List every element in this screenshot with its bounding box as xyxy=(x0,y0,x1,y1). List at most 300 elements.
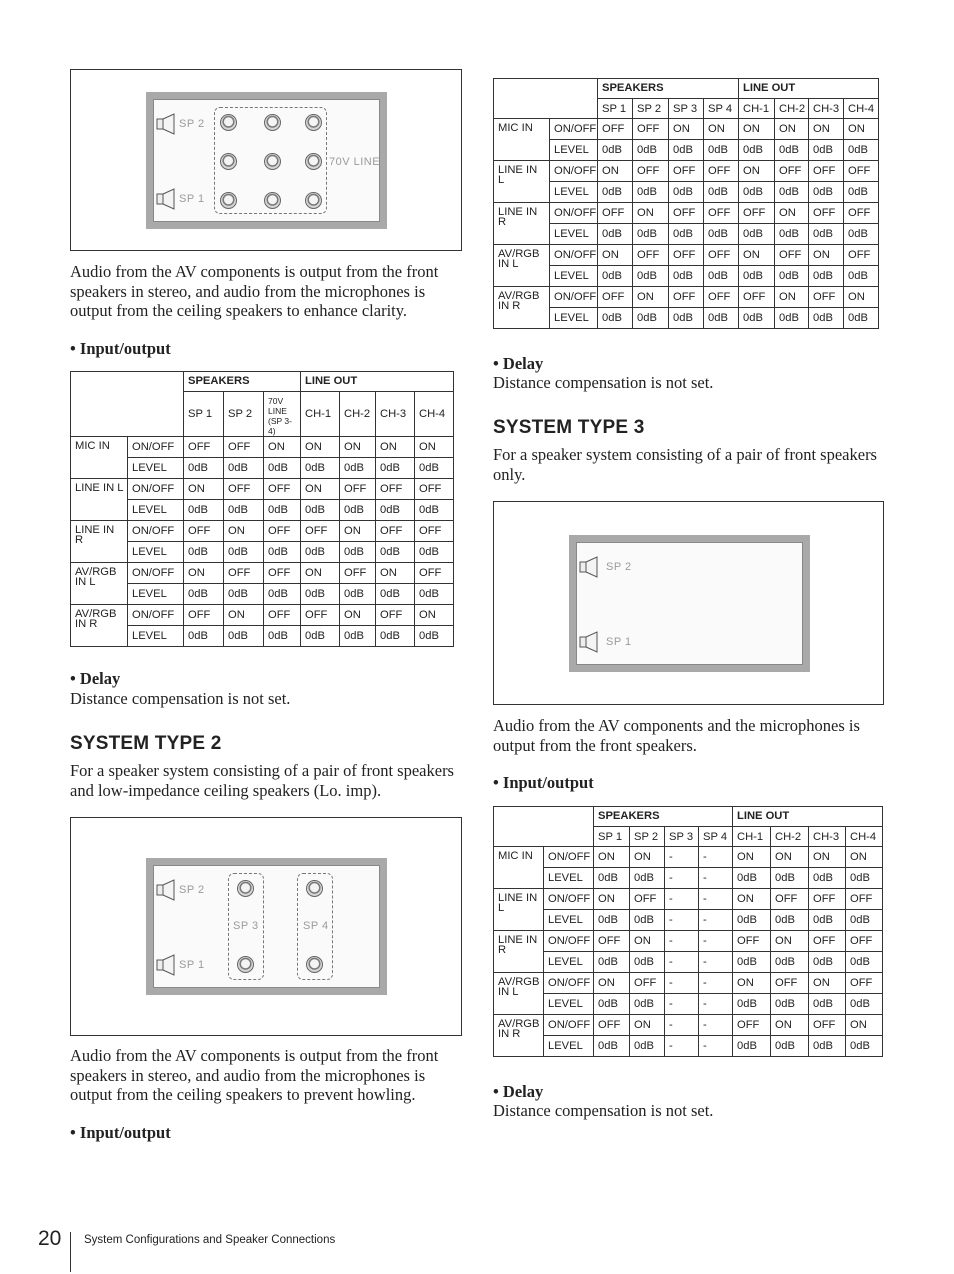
table-cell: 0dB xyxy=(598,266,633,287)
table-cell: ON xyxy=(224,521,264,542)
table-row xyxy=(494,140,879,161)
table-cell: ON xyxy=(809,245,844,266)
row-kind-label: ON/OFF xyxy=(550,203,598,224)
table-cell: 0dB xyxy=(224,584,264,605)
table-cell: ON xyxy=(739,245,775,266)
table-cell: OFF xyxy=(633,245,669,266)
table-cell: 0dB xyxy=(633,140,669,161)
table-cell: ON xyxy=(809,119,844,140)
table-cell: 0dB xyxy=(376,500,415,521)
table-cell: 0dB xyxy=(184,584,224,605)
table-cell: OFF xyxy=(809,931,846,952)
table-cell: OFF xyxy=(669,161,704,182)
speaker-label-sp2: SP 2 xyxy=(606,561,632,573)
table-row xyxy=(71,500,454,521)
table-cell: 0dB xyxy=(771,910,809,931)
table-cell: ON xyxy=(630,1015,665,1036)
row-kind-label: LEVEL xyxy=(128,458,184,479)
table-cell: 0dB xyxy=(809,224,844,245)
row-kind-label: LEVEL xyxy=(550,308,598,329)
column-header: SP 4 xyxy=(699,827,733,847)
table-cell: ON xyxy=(594,973,630,994)
table-cell: 0dB xyxy=(630,868,665,889)
table-cell: OFF xyxy=(633,161,669,182)
ceiling-speaker-icon xyxy=(264,114,281,131)
table-cell: OFF xyxy=(669,287,704,308)
header-group-line-out: LINE OUT xyxy=(733,807,883,827)
table-cell: ON xyxy=(846,1015,883,1036)
table-cell: OFF xyxy=(630,973,665,994)
row-kind-label: LEVEL xyxy=(544,1036,594,1057)
table-cell: 0dB xyxy=(704,224,739,245)
header-group-speakers: SPEAKERS xyxy=(594,807,733,827)
paragraph-system3-description: Audio from the AV components and the microphones is output from the front speakers. xyxy=(493,716,860,755)
table-cell: ON xyxy=(633,203,669,224)
table-cell: ON xyxy=(771,931,809,952)
column-header: SP 2 xyxy=(224,392,264,437)
table-cell: 0dB xyxy=(630,1036,665,1057)
table-cell: - xyxy=(699,931,733,952)
table-cell: OFF xyxy=(704,203,739,224)
table-row xyxy=(71,563,454,584)
table-cell: OFF xyxy=(224,437,264,458)
table-cell: 0dB xyxy=(704,182,739,203)
table-cell: OFF xyxy=(301,605,340,626)
paragraph-system2-description: Audio from the AV components is output from the front speakers in stereo, and audio from the microphones is output from the ceiling speakers to prevent howling. xyxy=(70,1046,439,1104)
table-cell: 0dB xyxy=(301,626,340,647)
ceiling-speaker-icon xyxy=(237,956,254,973)
table-cell: - xyxy=(665,931,699,952)
table-cell: 0dB xyxy=(184,542,224,563)
row-source-label: MIC IN xyxy=(494,847,544,889)
row-kind-label: LEVEL xyxy=(128,626,184,647)
table-cell: OFF xyxy=(846,889,883,910)
table-cell: ON xyxy=(669,119,704,140)
table-cell: 0dB xyxy=(669,224,704,245)
table-cell: 0dB xyxy=(630,910,665,931)
table-cell: 0dB xyxy=(415,458,454,479)
table-cell: ON xyxy=(775,287,809,308)
table-cell: 0dB xyxy=(598,224,633,245)
table-cell: - xyxy=(699,994,733,1015)
table-row xyxy=(494,266,879,287)
table-cell: OFF xyxy=(809,1015,846,1036)
table-corner-cell xyxy=(494,807,594,847)
table-row xyxy=(494,287,879,308)
table-cell: 0dB xyxy=(340,458,376,479)
row-source-label: AV/RGB IN R xyxy=(494,1015,544,1057)
row-source-label: LINE IN R xyxy=(494,203,550,245)
speaker-label-sp3: SP 3 xyxy=(233,920,259,932)
table-cell: 0dB xyxy=(264,626,301,647)
table-cell: - xyxy=(665,868,699,889)
table-cell: OFF xyxy=(630,889,665,910)
table-cell: 0dB xyxy=(376,584,415,605)
column-header: CH-1 xyxy=(733,827,771,847)
table-cell: ON xyxy=(376,437,415,458)
row-kind-label: ON/OFF xyxy=(128,563,184,584)
bullet-delay: • Delay xyxy=(493,354,544,373)
table-cell: ON xyxy=(598,161,633,182)
table-cell: 0dB xyxy=(775,224,809,245)
table-cell: 0dB xyxy=(733,910,771,931)
page-number: 20 xyxy=(38,1227,62,1250)
table-cell: 0dB xyxy=(844,308,879,329)
table-cell: ON xyxy=(704,119,739,140)
table-cell: OFF xyxy=(775,245,809,266)
table-cell: OFF xyxy=(340,479,376,500)
table-cell: - xyxy=(699,868,733,889)
speaker-label-70v-line: 70V LINE xyxy=(329,156,381,168)
table-cell: OFF xyxy=(704,287,739,308)
table-cell: 0dB xyxy=(809,994,846,1015)
table-cell: ON xyxy=(264,437,301,458)
row-kind-label: ON/OFF xyxy=(544,847,594,868)
table-cell: OFF xyxy=(844,203,879,224)
ceiling-speaker-icon xyxy=(305,114,322,131)
table-cell: 0dB xyxy=(669,182,704,203)
table-cell: ON xyxy=(301,437,340,458)
table-cell: 0dB xyxy=(733,994,771,1015)
row-kind-label: LEVEL xyxy=(550,224,598,245)
table-cell: 0dB xyxy=(184,626,224,647)
bullet-input-output: • Input/output xyxy=(493,773,594,792)
header-group-speakers: SPEAKERS xyxy=(598,79,739,99)
table-cell: ON xyxy=(633,287,669,308)
column-header: SP 1 xyxy=(598,99,633,119)
table-cell: ON xyxy=(340,437,376,458)
table-cell: OFF xyxy=(733,1015,771,1036)
table-cell: OFF xyxy=(704,161,739,182)
table-cell: - xyxy=(699,889,733,910)
table-cell: 0dB xyxy=(704,266,739,287)
table-cell: ON xyxy=(376,563,415,584)
table-cell: ON xyxy=(809,847,846,868)
header-group-line-out: LINE OUT xyxy=(739,79,879,99)
table-cell: OFF xyxy=(598,287,633,308)
row-kind-label: ON/OFF xyxy=(544,931,594,952)
table-cell: - xyxy=(665,994,699,1015)
column-header: CH-2 xyxy=(771,827,809,847)
row-source-label: LINE IN L xyxy=(71,479,128,521)
ceiling-speaker-icon xyxy=(306,880,323,897)
table-cell: 0dB xyxy=(669,266,704,287)
column-header: CH-3 xyxy=(376,392,415,437)
table-cell: 0dB xyxy=(846,910,883,931)
table-cell: 0dB xyxy=(633,266,669,287)
table-cell: OFF xyxy=(415,521,454,542)
table-cell: ON xyxy=(415,437,454,458)
row-source-label: AV/RGB IN L xyxy=(494,245,550,287)
table-cell: OFF xyxy=(669,245,704,266)
table-row xyxy=(494,952,883,973)
table-cell: ON xyxy=(771,1015,809,1036)
table-cell: - xyxy=(699,910,733,931)
table-cell: 0dB xyxy=(415,500,454,521)
table-cell: - xyxy=(699,973,733,994)
paragraph-system1-description: Audio from the AV components is output from the front speakers in stereo, and audio from the microphones is output from the ceiling speakers to enhance clarity. xyxy=(70,262,439,320)
table-cell: 0dB xyxy=(376,542,415,563)
table-cell: OFF xyxy=(184,437,224,458)
table-cell: OFF xyxy=(301,521,340,542)
speaker-label-sp1: SP 1 xyxy=(179,193,205,205)
table-cell: OFF xyxy=(844,245,879,266)
column-header: CH-4 xyxy=(415,392,454,437)
table-cell: OFF xyxy=(415,563,454,584)
ceiling-speaker-icon xyxy=(306,956,323,973)
io-table-system-2 xyxy=(493,78,879,329)
table-row xyxy=(494,308,879,329)
table-cell: OFF xyxy=(415,479,454,500)
table-row xyxy=(494,161,879,182)
table-cell: OFF xyxy=(739,203,775,224)
ceiling-speaker-icon xyxy=(220,192,237,209)
table-cell: ON xyxy=(733,847,771,868)
wall-speaker-icon xyxy=(156,113,176,135)
table-cell: - xyxy=(665,1015,699,1036)
column-header: SP 4 xyxy=(704,99,739,119)
table-cell: 0dB xyxy=(669,140,704,161)
row-kind-label: LEVEL xyxy=(544,952,594,973)
table-cell: ON xyxy=(184,563,224,584)
table-cell: ON xyxy=(739,161,775,182)
room-outline xyxy=(146,858,387,995)
table-row xyxy=(71,521,454,542)
table-cell: 0dB xyxy=(264,584,301,605)
table-cell: - xyxy=(665,973,699,994)
table-cell: OFF xyxy=(733,931,771,952)
table-cell: 0dB xyxy=(264,542,301,563)
table-cell: 0dB xyxy=(340,584,376,605)
table-cell: 0dB xyxy=(809,182,844,203)
table-row xyxy=(494,931,883,952)
table-cell: 0dB xyxy=(775,182,809,203)
table-cell: ON xyxy=(184,479,224,500)
column-header: CH-4 xyxy=(846,827,883,847)
table-cell: 0dB xyxy=(775,308,809,329)
row-kind-label: ON/OFF xyxy=(550,119,598,140)
row-kind-label: LEVEL xyxy=(544,994,594,1015)
delay-text: Distance compensation is not set. xyxy=(493,1101,714,1120)
table-cell: 0dB xyxy=(771,994,809,1015)
ceiling-speaker-icon xyxy=(237,880,254,897)
row-source-label: AV/RGB IN R xyxy=(494,287,550,329)
table-cell: 0dB xyxy=(771,868,809,889)
table-cell: 0dB xyxy=(598,140,633,161)
row-kind-label: ON/OFF xyxy=(128,479,184,500)
delay-text: Distance compensation is not set. xyxy=(493,373,714,392)
column-header: CH-2 xyxy=(775,99,809,119)
table-row xyxy=(71,626,454,647)
table-cell: 0dB xyxy=(340,542,376,563)
table-cell: 0dB xyxy=(415,626,454,647)
column-header: CH-4 xyxy=(844,99,879,119)
column-header: SP 1 xyxy=(184,392,224,437)
table-cell: OFF xyxy=(844,161,879,182)
table-row xyxy=(71,437,454,458)
table-cell: 0dB xyxy=(633,182,669,203)
column-header: SP 1 xyxy=(594,827,630,847)
table-cell: 0dB xyxy=(301,458,340,479)
table-cell: 0dB xyxy=(598,308,633,329)
paragraph-system3-intro: For a speaker system consisting of a pair of front speakers only. xyxy=(493,445,877,484)
io-table-system-1 xyxy=(70,371,454,647)
table-cell: 0dB xyxy=(809,1036,846,1057)
figure-system-type-3 xyxy=(493,501,884,705)
table-row xyxy=(494,119,879,140)
table-cell: - xyxy=(665,952,699,973)
table-cell: 0dB xyxy=(733,868,771,889)
row-kind-label: ON/OFF xyxy=(544,889,594,910)
row-source-label: LINE IN L xyxy=(494,889,544,931)
table-cell: 0dB xyxy=(739,308,775,329)
table-header-row xyxy=(494,807,883,827)
table-cell: 0dB xyxy=(594,952,630,973)
footer-section-title: System Configurations and Speaker Connections xyxy=(84,1234,336,1246)
table-cell: 0dB xyxy=(301,584,340,605)
table-cell: 0dB xyxy=(809,140,844,161)
ceiling-speaker-icon xyxy=(264,153,281,170)
wall-speaker-icon xyxy=(156,188,176,210)
table-cell: ON xyxy=(844,287,879,308)
table-cell: ON xyxy=(301,563,340,584)
wall-speaker-icon xyxy=(579,631,599,653)
table-row xyxy=(494,868,883,889)
column-header: CH-2 xyxy=(340,392,376,437)
table-cell: ON xyxy=(224,605,264,626)
table-cell: 0dB xyxy=(771,1036,809,1057)
table-row xyxy=(494,889,883,910)
table-cell: 0dB xyxy=(633,224,669,245)
table-corner-cell xyxy=(494,79,598,119)
table-cell: 0dB xyxy=(771,952,809,973)
header-group-line-out: LINE OUT xyxy=(301,372,454,392)
table-cell: OFF xyxy=(846,973,883,994)
table-cell: ON xyxy=(775,119,809,140)
header-group-speakers: SPEAKERS xyxy=(184,372,301,392)
table-cell: 0dB xyxy=(844,182,879,203)
table-cell: 0dB xyxy=(844,266,879,287)
room-outline xyxy=(146,92,387,229)
wall-speaker-icon xyxy=(156,879,176,901)
table-cell: ON xyxy=(594,889,630,910)
table-cell: 0dB xyxy=(633,308,669,329)
table-row xyxy=(494,973,883,994)
table-cell: 0dB xyxy=(594,868,630,889)
table-cell: 0dB xyxy=(846,994,883,1015)
table-cell: 0dB xyxy=(376,458,415,479)
column-header: CH-3 xyxy=(809,99,844,119)
table-cell: 0dB xyxy=(739,266,775,287)
table-cell: OFF xyxy=(376,605,415,626)
table-cell: 0dB xyxy=(844,140,879,161)
bullet-delay: • Delay xyxy=(70,669,121,688)
table-cell: ON xyxy=(771,847,809,868)
figure-system-type-1 xyxy=(70,69,462,251)
ceiling-speaker-icon xyxy=(305,153,322,170)
table-row xyxy=(494,994,883,1015)
column-header: SP 2 xyxy=(633,99,669,119)
table-cell: OFF xyxy=(594,931,630,952)
row-kind-label: ON/OFF xyxy=(128,605,184,626)
table-cell: 0dB xyxy=(846,868,883,889)
table-cell: OFF xyxy=(809,203,844,224)
wall-speaker-icon xyxy=(156,954,176,976)
table-row xyxy=(494,847,883,868)
row-kind-label: ON/OFF xyxy=(550,245,598,266)
table-cell: OFF xyxy=(809,889,846,910)
column-header: SP 3 xyxy=(665,827,699,847)
row-source-label: MIC IN xyxy=(494,119,550,161)
table-cell: 0dB xyxy=(184,500,224,521)
row-kind-label: LEVEL xyxy=(128,542,184,563)
table-cell: 0dB xyxy=(415,584,454,605)
bullet-input-output: • Input/output xyxy=(70,1123,171,1142)
row-kind-label: LEVEL xyxy=(550,140,598,161)
column-header: CH-1 xyxy=(301,392,340,437)
ceiling-speaker-icon xyxy=(305,192,322,209)
table-cell: - xyxy=(699,847,733,868)
paragraph-system2-intro: For a speaker system consisting of a pair of front speakers and low-impedance ceiling speakers (Lo. imp). xyxy=(70,761,454,800)
table-cell: 0dB xyxy=(594,994,630,1015)
table-cell: 0dB xyxy=(594,910,630,931)
table-cell: OFF xyxy=(376,521,415,542)
bullet-delay: • Delay xyxy=(493,1082,544,1101)
table-cell: 0dB xyxy=(376,626,415,647)
speaker-label-sp2: SP 2 xyxy=(179,118,205,130)
table-cell: ON xyxy=(775,203,809,224)
table-cell: OFF xyxy=(594,1015,630,1036)
table-cell: OFF xyxy=(739,287,775,308)
table-cell: 0dB xyxy=(739,224,775,245)
table-cell: ON xyxy=(594,847,630,868)
table-cell: - xyxy=(665,889,699,910)
speaker-label-sp1: SP 1 xyxy=(606,636,632,648)
table-cell: 0dB xyxy=(415,542,454,563)
table-row xyxy=(71,458,454,479)
ceiling-speaker-icon xyxy=(264,192,281,209)
table-cell: ON xyxy=(415,605,454,626)
column-header: 70V LINE (SP 3-4) xyxy=(264,392,301,437)
table-cell: OFF xyxy=(340,563,376,584)
table-cell: OFF xyxy=(598,203,633,224)
table-row xyxy=(71,605,454,626)
ceiling-speaker-icon xyxy=(220,114,237,131)
delay-text: Distance compensation is not set. xyxy=(70,689,291,708)
table-cell: ON xyxy=(844,119,879,140)
table-row xyxy=(71,584,454,605)
table-cell: OFF xyxy=(184,521,224,542)
bullet-input-output: • Input/output xyxy=(70,339,171,358)
table-cell: 0dB xyxy=(598,182,633,203)
row-source-label: LINE IN R xyxy=(494,931,544,973)
row-kind-label: LEVEL xyxy=(544,868,594,889)
table-cell: ON xyxy=(846,847,883,868)
row-kind-label: LEVEL xyxy=(544,910,594,931)
table-cell: 0dB xyxy=(739,182,775,203)
row-kind-label: ON/OFF xyxy=(544,973,594,994)
table-cell: 0dB xyxy=(704,308,739,329)
table-row xyxy=(494,1015,883,1036)
row-kind-label: LEVEL xyxy=(550,266,598,287)
table-cell: 0dB xyxy=(809,952,846,973)
row-kind-label: ON/OFF xyxy=(128,437,184,458)
speaker-label-sp4: SP 4 xyxy=(303,920,329,932)
table-cell: 0dB xyxy=(844,224,879,245)
speaker-label-sp1: SP 1 xyxy=(179,959,205,971)
speaker-label-sp2: SP 2 xyxy=(179,884,205,896)
table-cell: OFF xyxy=(264,521,301,542)
